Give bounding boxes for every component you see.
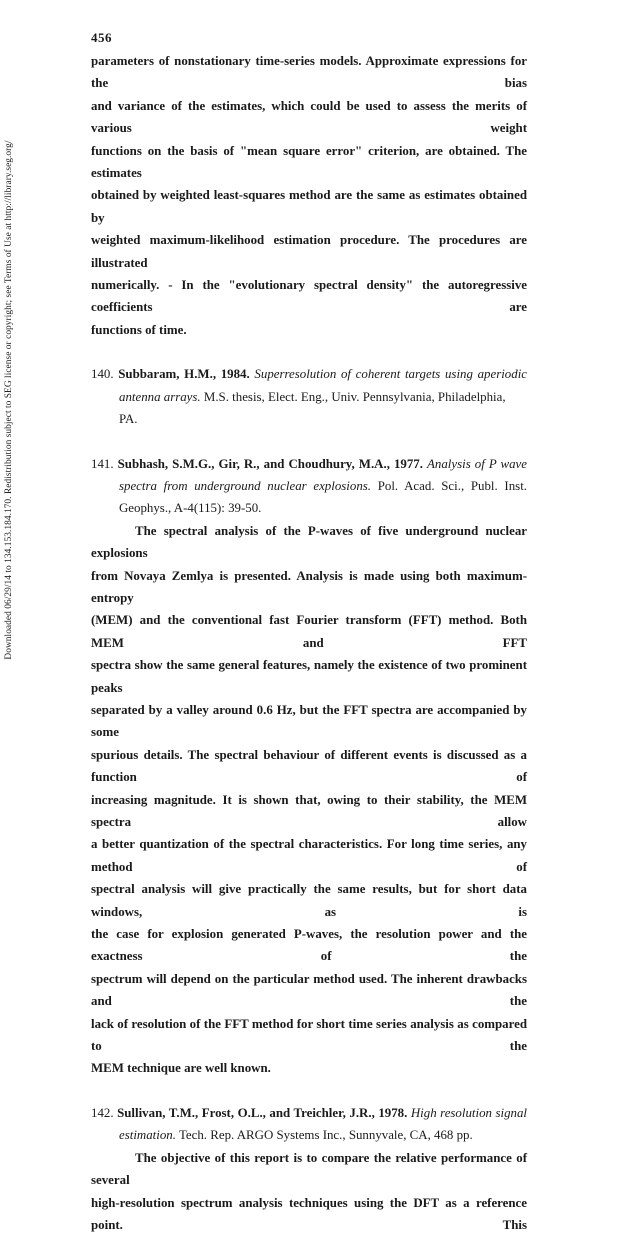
text-line: numerically. - In the "evolutionary spectral density" the autoregressive coefficients are: [91, 274, 527, 319]
reference-entry-141: [91, 453, 527, 520]
entry-number: 142.: [91, 1106, 114, 1120]
entry-title-cont: estimation.: [119, 1128, 176, 1142]
text-line: spectral analysis will give practically the same results, but for short data windows, as is: [91, 878, 527, 923]
entry-title-cont: antenna arrays.: [119, 390, 201, 404]
page-body: [91, 50, 527, 1236]
reference-heading: [91, 1102, 527, 1124]
text-line: The objective of this report is to compare the relative performance of several: [91, 1147, 527, 1192]
entry-title: Analysis of P wave: [427, 457, 527, 471]
reference-continuation: [91, 1124, 527, 1146]
entry-authors: Sullivan, T.M., Frost, O.L., and Treichler, J.R., 1978.: [117, 1106, 407, 1120]
text-line: parameters of nonstationary time-series models. Approximate expressions for the bias: [91, 50, 527, 95]
reference-heading: [91, 363, 527, 385]
text-line: and variance of the estimates, which could be used to assess the merits of various weight: [91, 95, 527, 140]
text-line: spectra show the same general features, namely the existence of two prominent peaks: [91, 654, 527, 699]
entry-title: Superresolution of coherent targets using aperiodic: [254, 367, 527, 381]
reference-continuation: [91, 475, 527, 497]
entry-source: Tech. Rep. ARGO Systems Inc., Sunnyvale, CA, 468 pp.: [179, 1128, 473, 1142]
entry-source-cont: Geophys., A-4(115): 39-50.: [119, 501, 261, 515]
text-line: functions of time.: [91, 319, 527, 341]
text-line: the case for explosion generated P-waves, the resolution power and the exactness of the: [91, 923, 527, 968]
text-line: high-resolution spectrum analysis techniques using the DFT as a reference point. This: [91, 1192, 527, 1236]
text-line: (MEM) and the conventional fast Fourier transform (FFT) method. Both MEM and FFT: [91, 609, 527, 654]
text-line: The spectral analysis of the P-waves of five underground nuclear explosions: [91, 520, 527, 565]
reference-continuation: [91, 497, 527, 519]
text-line: spectrum will depend on the particular method used. The inherent drawbacks and the: [91, 968, 527, 1013]
entry-title: High resolution signal: [411, 1106, 527, 1120]
download-notice-text: Downloaded 06/29/14 to 134.153.184.170. Redistribution subject to SEG license or copyright; see Terms of Use at http://library.seg.org/: [4, 140, 14, 659]
entry-authors: Subbaram, H.M., 1984.: [118, 367, 249, 381]
entry-title-cont: spectra from underground nuclear explosions.: [119, 479, 371, 493]
text-line: from Novaya Zemlya is presented. Analysis is made using both maximum-entropy: [91, 565, 527, 610]
reference-entry-140: [91, 363, 527, 430]
reference-heading: [91, 453, 527, 475]
reference-entry-142: [91, 1102, 527, 1147]
entry-source: Pol. Acad. Sci., Publ. Inst.: [378, 479, 527, 493]
text-line: obtained by weighted least-squares method are the same as estimates obtained by: [91, 184, 527, 229]
download-notice: [2, 0, 16, 800]
text-line: weighted maximum-likelihood estimation procedure. The procedures are illustrated: [91, 229, 527, 274]
page-number: 456: [91, 30, 112, 46]
entry-number: 140.: [91, 367, 114, 381]
text-line: functions on the basis of "mean square error" criterion, are obtained. The estimates: [91, 140, 527, 185]
abstract-142: [91, 1147, 527, 1236]
text-line: increasing magnitude. It is shown that, owing to their stability, the MEM spectra allow: [91, 789, 527, 834]
text-line: lack of resolution of the FFT method for short time series analysis as compared to the: [91, 1013, 527, 1058]
intro-paragraph: [91, 50, 527, 341]
entry-number: 141.: [91, 457, 114, 471]
entry-source: M.S. thesis, Elect. Eng., Univ. Pennsylvania, Philadelphia, PA.: [119, 390, 506, 426]
text-line: spurious details. The spectral behaviour of different events is discussed as a function of: [91, 744, 527, 789]
reference-continuation: [91, 386, 527, 431]
entry-authors: Subhash, S.M.G., Gir, R., and Choudhury, M.A., 1977.: [118, 457, 423, 471]
text-line: MEM technique are well known.: [91, 1057, 527, 1079]
text-line: a better quantization of the spectral characteristics. For long time series, any method of: [91, 833, 527, 878]
text-line: separated by a valley around 0.6 Hz, but the FFT spectra are accompanied by some: [91, 699, 527, 744]
